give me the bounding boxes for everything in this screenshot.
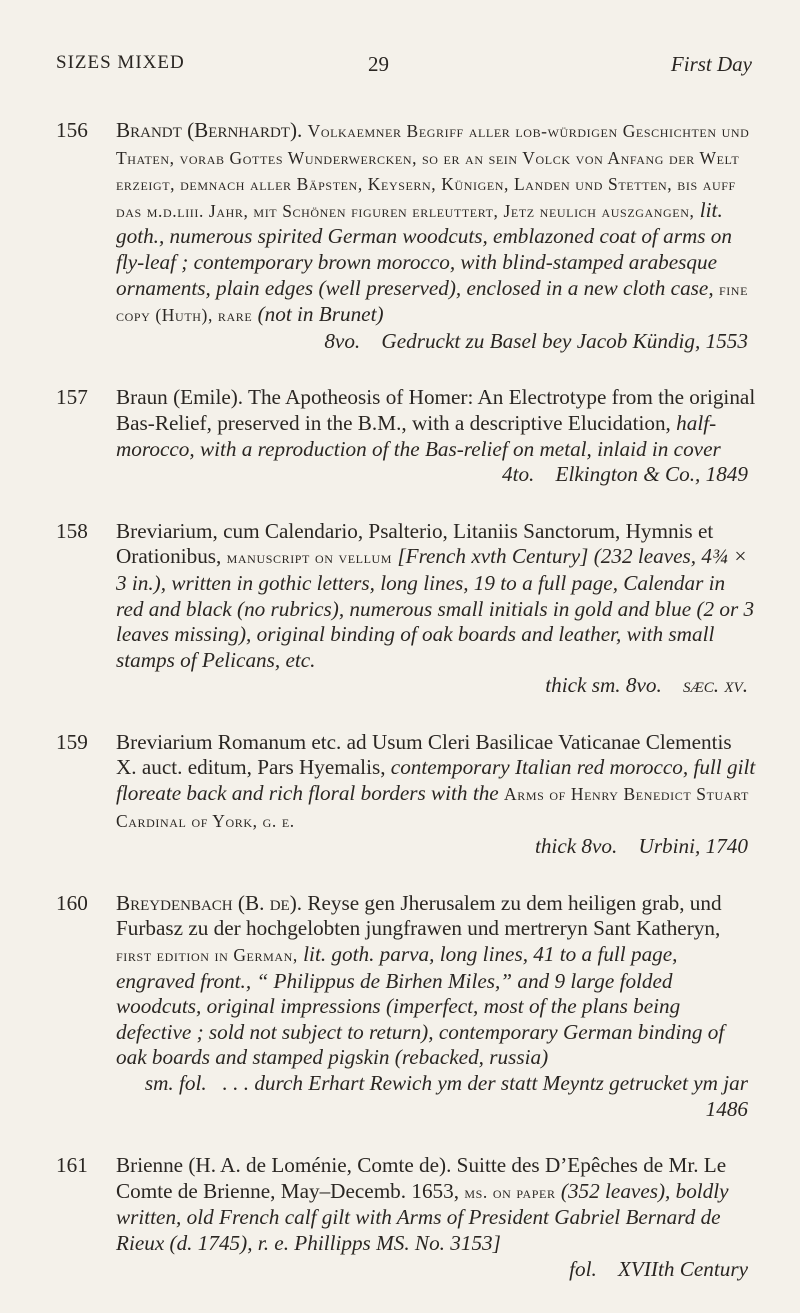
lot-text: Breviarium Romanum etc. ad Usum Cleri Basilicae Vaticanae Clementis X. auct. editum, Pars Hyemalis, [116,729,732,780]
lot-title: Volkaemner Begriff aller lob-würdigen Geschichten und Thaten, vorab Gottes Wunderwercken, so er an sein Volck von Anfang der Welt erzeigt, demnach aller Bäpsten, Keysern, Künigen, Landen und Stetten, bis auff das m.d.liii. Jahr, mit Schönen figuren erleuttert, Jetz neulich auszgangen, [116,121,750,221]
lot-157 [56,385,756,487]
lot-format: sm. fol. [144,1071,207,1095]
lot-note: ms. on paper [464,1181,556,1202]
lot-number: 157 [56,385,88,410]
lot-text: Breviarium, cum Calendario, Psalterio, Litaniis Sanctorum, Hymnis et Orationibus, [116,518,714,569]
lot-description: contemporary Italian red morocco, full gilt floreate back and rich floral borders with the [116,755,756,806]
lot-format: fol. [569,1256,597,1281]
lot-publisher: . . . durch Erhart Rewich ym der statt Meyntz getrucket ym jar 1486 [222,1071,748,1121]
lot-description: lit. goth. parva, long lines, 41 to a full page, engraved front., “ Philippus de Birhen Miles,” and 9 large folded woodcuts, original impressions (imperfect, most of the plans being defective ; sold not subject to return), contemporary German binding of oak boards and stamped pigskin (rebacked, russia) [116,942,725,1070]
lot-156 [56,118,756,354]
lot-note: Arms of Henry Benedict Stuart Cardinal of York, g. e. [116,784,749,831]
lot-publisher: XVIIth Century [617,1256,748,1281]
lot-number: 158 [56,518,88,543]
lot-author: Breydenbach (B. de). [116,890,303,915]
lot-imprint [116,1257,756,1283]
lot-number: 159 [56,729,88,754]
running-head-right: First Day [670,52,752,76]
lot-imprint [116,1071,756,1122]
lot-description: half-morocco, with a reproduction of the Bas-relief on metal, inlaid in cover [116,410,721,461]
lot-publisher: Gedruckt zu Basel bey Jacob Kündig, 1553 [381,328,748,353]
lot-format: thick 8vo. [534,834,618,859]
running-head-left: SIZES MIXED [56,52,185,73]
lot-title: Reyse gen Jherusalem zu dem heiligen grab, und Furbasz zu der hochgelobten jungfrawen und mertreryn Sant Katheryn, [116,890,722,941]
lot-161 [56,1153,756,1282]
lot-imprint [116,462,756,488]
lot-description: (352 leaves), boldly written, old French calf gilt with Arms of President Gabriel Bernard de Rieux (d. 1745), r. e. Phillipps MS. No. 3153] [116,1178,729,1255]
page-number: 29 [368,52,389,76]
lot-description: [French xvth Century] (232 leaves, 4¾ × 3 in.), written in gothic letters, long lines, 19 to a full page, Calendar in red and black (no rubrics), numerous small initials in gold and blue (2 or 3 leaves missing), original binding of oak boards and leather, with small stamps of Pelicans, etc. [116,544,755,672]
lot-note: fine copy (Huth), rare [116,278,749,326]
lot-text: Braun (Emile). The Apotheosis of Homer: An Electrotype from the original Bas-Relief, preserved in the B.M., with a descriptive Elucidation, [116,385,756,435]
lot-publisher: Urbini, 1740 [638,834,748,859]
lot-imprint [116,329,756,355]
lot-imprint [116,673,756,699]
lot-format: 8vo. [324,328,361,353]
page-header [56,52,752,82]
lot-publisher: Elkington & Co., 1849 [555,462,748,487]
lot-format: 4to. [501,462,535,487]
lot-format: thick sm. 8vo. [545,673,662,698]
lot-note: manuscript on vellum [226,547,393,568]
lot-description: lit. goth., numerous spirited German woodcuts, emblazoned coat of arms on fly-leaf ; contemporary brown morocco, with blind-stamped arabesque ornaments, plain edges (well preserved), enclosed in a new cloth case, [116,197,732,300]
lot-number: 161 [56,1153,88,1178]
lot-imprint [116,834,756,860]
lot-158 [56,519,756,699]
lot-note-tail: (not in Brunet) [257,302,384,327]
lot-159 [56,730,756,860]
lot-note: first edition in German, [116,945,298,966]
catalogue-entries [56,118,756,1313]
lot-number: 160 [56,890,88,915]
lot-text: Brienne (H. A. de Loménie, Comte de). Suitte des D’Epêches de Mr. Le Comte de Brienne, May–Decemb. 1653, [116,1153,727,1203]
lot-author: Brandt (Bernhardt). [116,118,303,142]
lot-publisher: sæc. xv. [682,673,748,698]
lot-160 [56,891,756,1122]
lot-number: 156 [56,118,88,142]
